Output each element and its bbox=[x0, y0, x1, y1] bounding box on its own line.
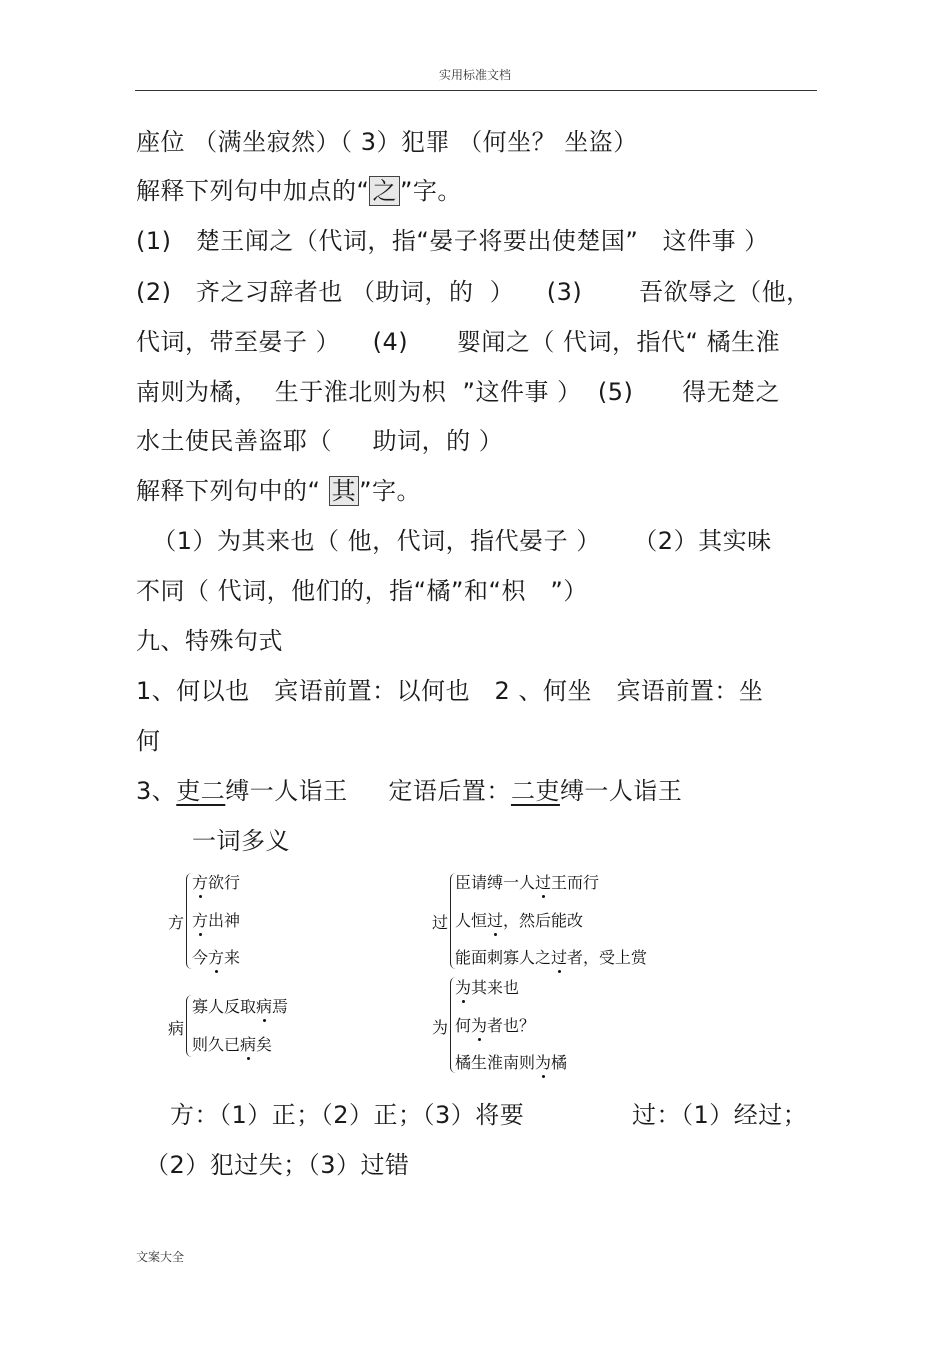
text-segment: 缚一人诣王 定语后置： bbox=[225, 777, 511, 805]
text-line: （2）犯过失；（3）过错 bbox=[145, 1151, 410, 1179]
diagram-head-guo: 过 bbox=[432, 913, 449, 932]
dotted-character: 方 bbox=[192, 911, 209, 930]
diagram-item: 橘生淮南则为橘 bbox=[455, 1053, 568, 1072]
header-divider bbox=[135, 90, 817, 91]
diagram-item: 则久已病矣 bbox=[192, 1035, 273, 1054]
dotted-character: 过 bbox=[535, 873, 552, 892]
text-segment: 缚一人诣王 bbox=[559, 777, 683, 805]
dotted-character: 过 bbox=[551, 948, 568, 967]
text-line: 南则为橘， 生于淮北则为枳 ”这件事 ） (5) 得无楚之 bbox=[136, 378, 781, 406]
text-segment: ”字。 bbox=[399, 177, 462, 205]
underlined-text: 二吏 bbox=[510, 777, 560, 805]
dotted-character: 过 bbox=[487, 911, 504, 930]
diagram-item: 方出神 bbox=[192, 911, 241, 930]
text-line: 座位 （满坐寂然）（ 3）犯罪 （何坐？ 坐盗） bbox=[136, 128, 638, 156]
diagram-item: 今方来 bbox=[192, 948, 241, 967]
text-line: （1）为其来也（ 他，代词，指代晏子 ） （2）其实味 bbox=[136, 527, 772, 555]
dotted-character: 病 bbox=[256, 997, 273, 1016]
text-line: 何 bbox=[136, 727, 161, 755]
text-line: 方：（1）正；（2）正；（3）将要 bbox=[170, 1101, 525, 1129]
diagram-item: 臣请缚一人过王而行 bbox=[455, 873, 600, 892]
diagram-head-wei: 为 bbox=[432, 1018, 449, 1037]
text-segment: 解释下列句中加点的“ bbox=[136, 177, 370, 205]
page-footer: 文案大全 bbox=[136, 1250, 185, 1264]
boxed-character: 其 bbox=[329, 476, 360, 506]
text-segment: ”字。 bbox=[359, 477, 421, 505]
diagram-head-bing: 病 bbox=[168, 1019, 185, 1038]
diagram-item: 寡人反取病焉 bbox=[192, 997, 289, 1016]
dotted-character: 方 bbox=[208, 948, 225, 967]
section-heading: 一词多义 bbox=[192, 827, 290, 855]
text-line: (1) 楚王闻之（代词，指“晏子将要出使楚国” 这件事 ） bbox=[136, 227, 769, 255]
text-line: (2) 齐之习辞者也 （助词，的 ） (3) 吾欲辱之（他， bbox=[136, 278, 811, 306]
text-segment: 3、 bbox=[136, 777, 177, 805]
diagram-item: 人恒过，然后能改 bbox=[455, 911, 584, 930]
diagram-item: 能面刺寡人之过者，受上赏 bbox=[455, 948, 648, 967]
underlined-text: 吏二 bbox=[176, 777, 226, 805]
dotted-character: 方 bbox=[192, 873, 209, 892]
text-segment: 解释下列句中的“ bbox=[136, 477, 329, 505]
diagram-head-fang: 方 bbox=[168, 913, 185, 932]
text-line bbox=[136, 776, 682, 806]
dotted-character: 病 bbox=[240, 1035, 257, 1054]
page-header: 实用标准文档 bbox=[438, 68, 511, 82]
boxed-character: 之 bbox=[369, 176, 400, 206]
text-line: 水土使民善盗耶（ 助词，的 ） bbox=[136, 427, 504, 455]
section-heading: 九、特殊句式 bbox=[136, 627, 283, 655]
text-line: 不同（ 代词，他们的，指“橘”和“枳 ”） bbox=[136, 577, 588, 605]
diagram-item: 何为者也？ bbox=[455, 1016, 536, 1035]
dotted-character: 为 bbox=[455, 978, 472, 997]
dotted-character: 为 bbox=[535, 1053, 552, 1072]
text-line: 过：（1）经过； bbox=[632, 1101, 808, 1129]
text-line: 1、何以也 宾语前置：以何也 2 、何坐 宾语前置：坐 bbox=[136, 677, 764, 705]
text-line bbox=[136, 176, 462, 206]
text-line: 代词，带至晏子 ） (4) 婴闻之（ 代词，指代“ 橘生淮 bbox=[136, 328, 781, 356]
text-line bbox=[136, 476, 421, 506]
dotted-character: 为 bbox=[471, 1016, 488, 1035]
diagram-item: 方欲行 bbox=[192, 873, 241, 892]
diagram-item: 为其来也 bbox=[455, 978, 520, 997]
